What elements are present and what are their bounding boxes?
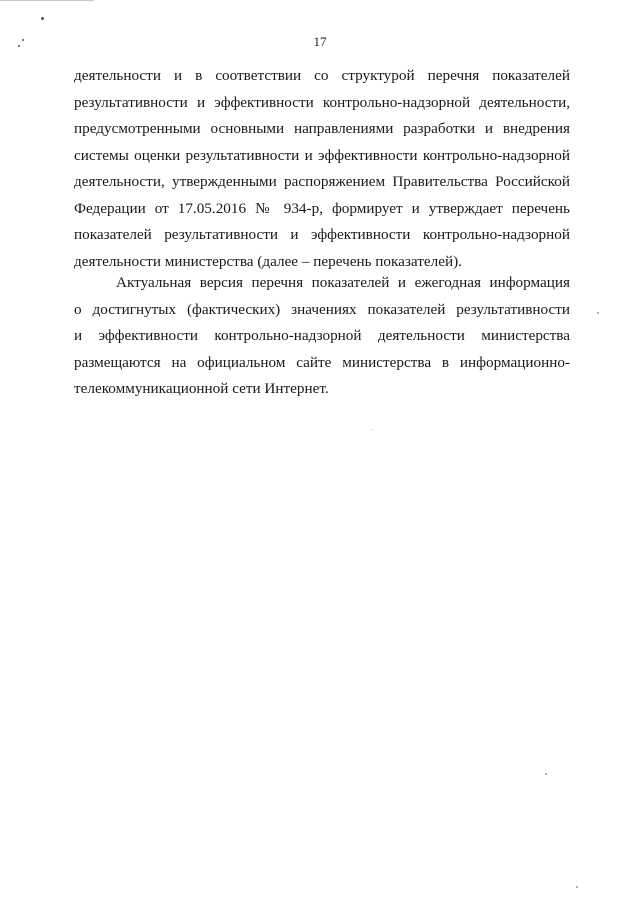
- page-number: 17: [313, 34, 327, 49]
- text-line: результативности и эффективности контрольно-надзорной деятельности,: [74, 93, 570, 111]
- text-line: деятельности министерства (далее – перечень показателей).: [74, 252, 462, 270]
- scan-edge-line: [0, 0, 94, 1]
- text-line: о достигнутых (фактических) значениях показателей результативности: [74, 300, 570, 318]
- text-line: деятельности, утвержденными распоряжением Правительства Российской: [74, 173, 570, 190]
- text-line: Актуальная версия перечня показателей и ежегодная информация: [116, 274, 570, 291]
- scan-speck: [545, 773, 547, 775]
- paragraph-continuation: [74, 63, 570, 275]
- scan-speck: [597, 312, 599, 314]
- scan-speck: [41, 17, 44, 20]
- text-line: показателей результативности и эффективности контрольно-надзорной: [74, 226, 570, 243]
- text-line: системы оценки результативности и эффективности контрольно-надзорной: [74, 146, 570, 164]
- scan-speck: [372, 429, 373, 430]
- paragraph-publication: [74, 270, 570, 403]
- text-line: предусмотренными основными направлениями разработки и внедрения: [74, 120, 570, 137]
- text-line: телекоммуникационной сети Интернет.: [74, 380, 329, 397]
- scan-speck: [576, 886, 578, 888]
- text-line: Федерации от 17.05.2016 № 934-р, формирует и утверждает перечень: [74, 199, 570, 217]
- text-line: и эффективности контрольно-надзорной деятельности министерства: [74, 327, 570, 344]
- text-line: деятельности и в соответствии со структурой перечня показателей: [74, 67, 570, 84]
- text-line: размещаются на официальном сайте министерства в информационно-: [74, 353, 570, 371]
